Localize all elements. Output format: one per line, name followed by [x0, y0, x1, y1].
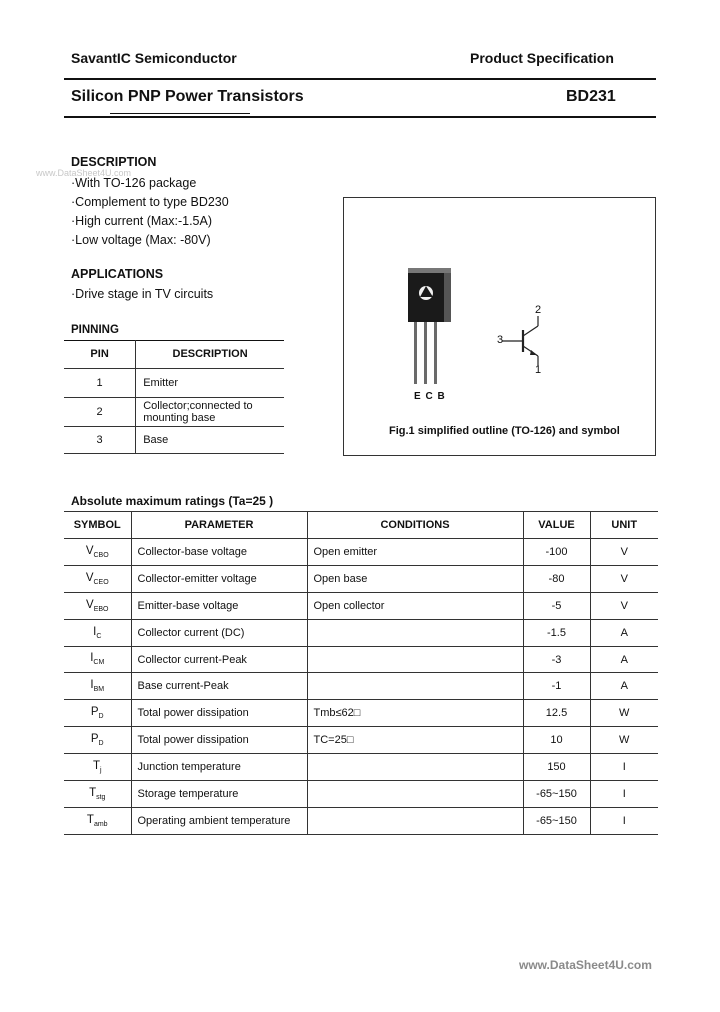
company-name: SavantIC Semiconductor: [71, 50, 237, 66]
symbol-letter: P: [90, 733, 99, 746]
conditions-cell: [307, 646, 523, 673]
conditions-cell: Tmb≤62□: [307, 700, 523, 727]
value-cell: -100: [523, 539, 590, 566]
symbol-subscript: EBO: [93, 605, 109, 613]
table-row: [64, 807, 658, 834]
table-row: [64, 646, 658, 673]
symbol-subscript: j: [99, 767, 102, 775]
lead-c: [424, 322, 427, 384]
table-row: [64, 754, 658, 781]
conditions-cell: [307, 673, 523, 700]
symbol-letter: P: [90, 706, 99, 719]
header-rule: [64, 78, 656, 80]
pin-description: Emitter: [136, 369, 284, 398]
conditions-cell: [307, 807, 523, 834]
col-header: PARAMETER: [131, 512, 307, 539]
applications-item: ·Drive stage in TV circuits: [71, 287, 214, 301]
description-item: ·Complement to type BD230: [71, 195, 229, 209]
col-header: UNIT: [590, 512, 658, 539]
symbol-cell: [64, 700, 131, 727]
symbol-subscript: D: [98, 740, 104, 748]
table-row: [64, 727, 658, 754]
symbol-letter: V: [85, 571, 94, 584]
col-header: CONDITIONS: [307, 512, 523, 539]
description-list: [71, 174, 229, 250]
value-cell: -3: [523, 646, 590, 673]
symbol-cell: [64, 673, 131, 700]
symbol-cell: [64, 565, 131, 592]
part-number: BD231: [566, 88, 616, 105]
table-row: [64, 369, 284, 398]
symbol-letter: V: [85, 544, 94, 557]
table-row: [64, 565, 658, 592]
symbol-letter: I: [90, 652, 94, 665]
table-row: [64, 592, 658, 619]
pin-number: 1: [64, 369, 136, 398]
value-cell: 10: [523, 727, 590, 754]
pin-description: Base: [136, 427, 284, 454]
symbol-letter: T: [86, 813, 94, 826]
doc-type: Product Specification: [470, 50, 614, 66]
conditions-cell: [307, 754, 523, 781]
conditions-cell: TC=25□: [307, 727, 523, 754]
lead-labels: E C B: [414, 391, 445, 402]
symbol-cell: [64, 592, 131, 619]
parameter-cell: Collector current (DC): [131, 619, 307, 646]
value-cell: -5: [523, 592, 590, 619]
symbol-subscript: D: [98, 713, 104, 721]
table-row: [64, 673, 658, 700]
symbol-subscript: CM: [93, 659, 105, 667]
table-row: [64, 700, 658, 727]
unit-cell: I: [590, 754, 658, 781]
symbol-subscript: CBO: [93, 552, 109, 560]
unit-cell: V: [590, 565, 658, 592]
symbol-letter: I: [90, 679, 94, 692]
unit-cell: A: [590, 673, 658, 700]
watermark-bottom: www.DataSheet4U.com: [519, 958, 652, 972]
symbol-cell: [64, 539, 131, 566]
parameter-cell: Collector-emitter voltage: [131, 565, 307, 592]
ratings-heading: Absolute maximum ratings (Ta=25 ): [71, 494, 274, 508]
value-cell: 150: [523, 754, 590, 781]
description-heading: DESCRIPTION: [71, 155, 157, 169]
table-header-row: [64, 512, 658, 539]
page-title: Silicon PNP Power Transistors: [71, 88, 304, 105]
symbol-letter: T: [92, 759, 100, 772]
figure-box: [343, 197, 656, 456]
symbol-letter: V: [86, 598, 94, 611]
applications-heading: APPLICATIONS: [71, 267, 164, 281]
parameter-cell: Collector-base voltage: [131, 539, 307, 566]
symbol-cell: [64, 781, 131, 808]
value-cell: -65~150: [523, 781, 590, 808]
conditions-cell: [307, 619, 523, 646]
ratings-table: [64, 511, 658, 835]
symbol-cell: [64, 807, 131, 834]
to126-package-drawing: [344, 198, 655, 455]
parameter-cell: Operating ambient temperature: [131, 807, 307, 834]
symbol-subscript: C: [96, 632, 102, 640]
table-row: [64, 539, 658, 566]
symbol-pin-2: 2: [535, 304, 542, 316]
symbol-subscript: stg: [96, 794, 106, 802]
description-item: ·With TO-126 package: [71, 176, 197, 190]
symbol-cell: [64, 754, 131, 781]
lead-e: [414, 322, 417, 384]
value-cell: -65~150: [523, 807, 590, 834]
figure-caption: Fig.1 simplified outline (TO-126) and symbol: [389, 425, 620, 437]
pinning-heading: PINNING: [71, 324, 119, 336]
description-item: ·Low voltage (Max: -80V): [71, 233, 211, 247]
collector-leg: [523, 326, 538, 336]
emitter-arrow: [530, 350, 537, 355]
package-side: [444, 272, 451, 322]
unit-cell: W: [590, 700, 658, 727]
value-cell: -1.5: [523, 619, 590, 646]
conditions-cell: Open emitter: [307, 539, 523, 566]
package-top-edge: [408, 268, 451, 273]
unit-cell: V: [590, 539, 658, 566]
lead-b: [434, 322, 437, 384]
col-header: SYMBOL: [64, 512, 131, 539]
symbol-subscript: amb: [93, 820, 108, 828]
desc-col-header: DESCRIPTION: [136, 340, 284, 369]
conditions-cell: Open collector: [307, 592, 523, 619]
table-row: [64, 427, 284, 454]
unit-cell: V: [590, 592, 658, 619]
pin-number: 3: [64, 427, 136, 454]
table-header-row: [64, 340, 284, 369]
pinning-table: [64, 340, 284, 454]
parameter-cell: Junction temperature: [131, 754, 307, 781]
symbol-letter: T: [89, 786, 97, 799]
watermark-top: www.DataSheet4U.com: [36, 168, 132, 178]
table-row: [64, 619, 658, 646]
pin-description: Collector;connected to mounting base: [136, 398, 284, 427]
symbol-cell: [64, 646, 131, 673]
table-row: [64, 398, 284, 427]
title-underline: [110, 113, 250, 114]
symbol-subscript: BM: [93, 686, 105, 694]
parameter-cell: Emitter-base voltage: [131, 592, 307, 619]
unit-cell: A: [590, 619, 658, 646]
symbol-cell: [64, 727, 131, 754]
unit-cell: A: [590, 646, 658, 673]
conditions-cell: [307, 781, 523, 808]
symbol-pin-3: 3: [497, 334, 504, 346]
table-row: [64, 781, 658, 808]
symbol-cell: [64, 619, 131, 646]
unit-cell: I: [590, 807, 658, 834]
unit-cell: W: [590, 727, 658, 754]
unit-cell: I: [590, 781, 658, 808]
symbol-letter: I: [93, 625, 97, 638]
ratings-body: [64, 539, 658, 835]
value-cell: 12.5: [523, 700, 590, 727]
symbol-pin-1: 1: [535, 364, 542, 376]
title-rule: [64, 116, 656, 118]
value-cell: -1: [523, 673, 590, 700]
parameter-cell: Base current-Peak: [131, 673, 307, 700]
parameter-cell: Total power dissipation: [131, 727, 307, 754]
col-header: VALUE: [523, 512, 590, 539]
description-item: ·High current (Max:-1.5A): [71, 214, 213, 228]
value-cell: -80: [523, 565, 590, 592]
symbol-subscript: CEO: [93, 578, 109, 586]
conditions-cell: Open base: [307, 565, 523, 592]
pin-number: 2: [64, 398, 136, 427]
parameter-cell: Total power dissipation: [131, 700, 307, 727]
pin-col-header: PIN: [64, 340, 136, 369]
parameter-cell: Storage temperature: [131, 781, 307, 808]
parameter-cell: Collector current-Peak: [131, 646, 307, 673]
